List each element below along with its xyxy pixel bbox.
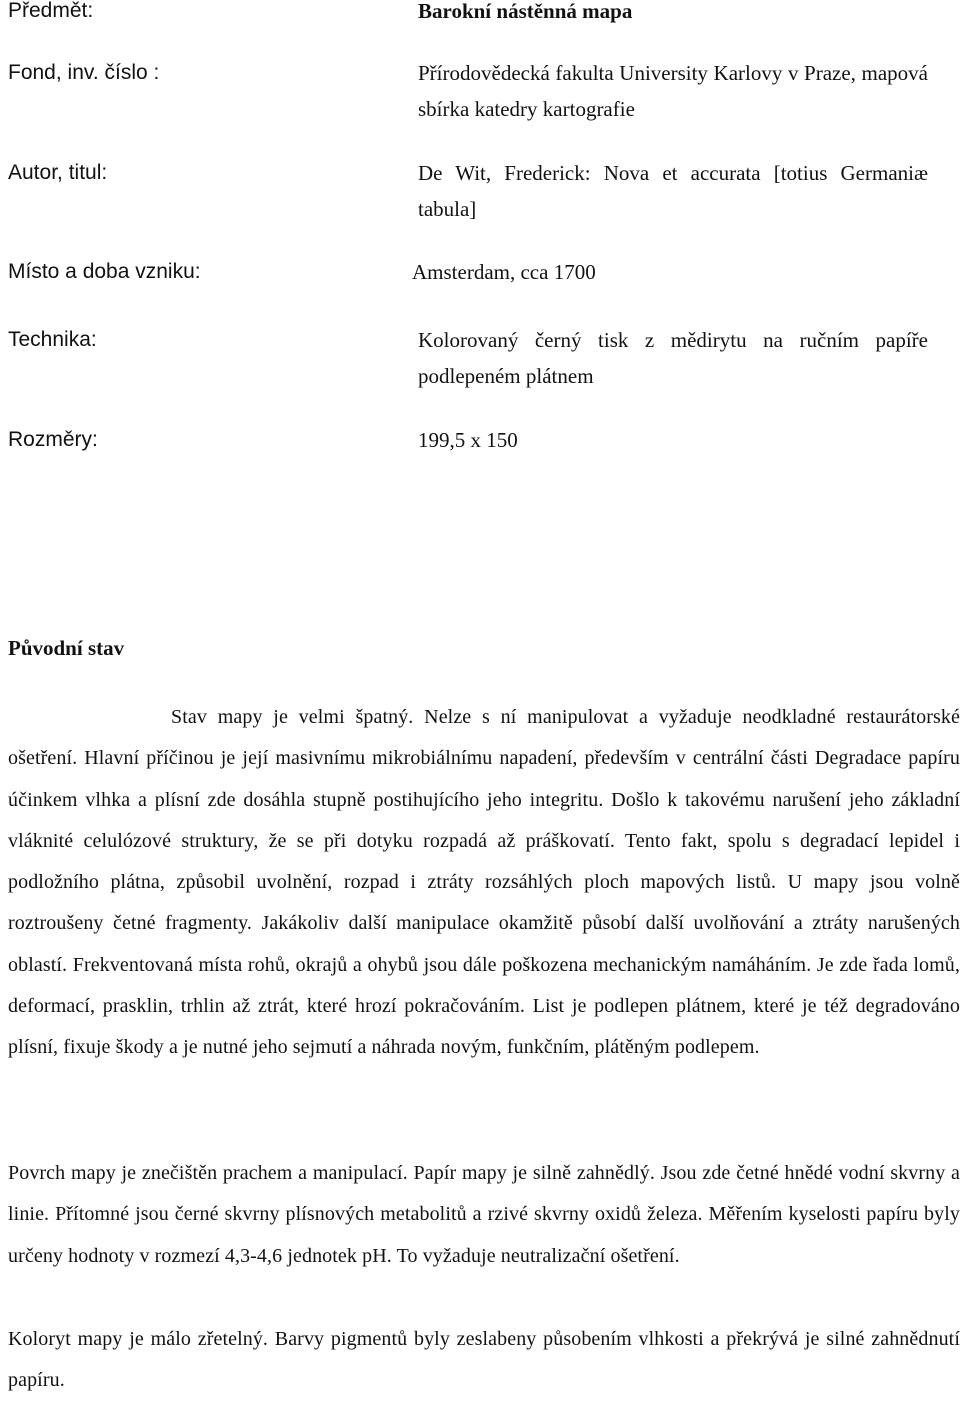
condition-paragraph: Povrch mapy je znečištěn prachem a manipulací. Papír mapy je silně zahnědlý. Jsou zde četné hnědé vodní skvrny a linie. Přítomné jsou černé skvrny plísnových metabolitů a rzivé skvrny oxidů železa. Měřením kyselosti papíru byly určeny hodnoty v rozmezí 4,3-4,6 jednotek pH. To vyžaduje neutralizační ošetření.	[8, 1162, 960, 1267]
section-heading-original-condition: Původní stav	[8, 636, 125, 660]
collection-label: Fond, inv. číslo :	[8, 61, 160, 84]
dimensions-label: Rozměry:	[8, 428, 98, 451]
collection-value: Přírodovědecká fakulta University Karlovy v Praze, mapová sbírka katedry kartografie	[418, 61, 928, 121]
author-value: De Wit, Frederick: Nova et accurata [totius Germaniæ tabula]	[418, 161, 928, 221]
technique-label: Technika:	[8, 328, 97, 351]
place-value: Amsterdam, cca 1700	[412, 260, 596, 284]
technique-value: Kolorovaný černý tisk z mědirytu na ručním papíře podlepeném plátnem	[418, 328, 928, 388]
subject-value: Barokní nástěnná mapa	[418, 0, 633, 23]
condition-paragraph: Stav mapy je velmi špatný. Nelze s ní manipulovat a vyžaduje neodkladné restaurátorské ošetření. Hlavní příčinou je její masivnímu mikrobiálnímu napadení, především v centrální části Degradace papíru účinkem vlhka a plísní zde dosáhla stupně postihujícího jeho integritu. Došlo k takovému narušení jeho základní vláknité celulózové struktury, že se při dotyku rozpadá až práškovatí. Tento fakt, spolu s degradací lepidel i podložního plátna, způsobil uvolnění, rozpad i ztráty rozsáhlých ploch mapových listů. U mapy jsou volně roztroušeny četné fragmenty. Jakákoliv další manipulace okamžitě působí další uvolňování a ztráty narušených oblastí. Frekventovaná místa rohů, okrajů a ohybů jsou dále poškozena mechanickým namáháním. Je zde řada lomů, deformací, prasklin, trhlin až ztrát, které hrozí pokračováním. List je podlepen plátnem, které je též degradováno plísní, fixuje škody a je nutné jeho sejmutí a náhrada novým, funkčním, plátěným podlepem.	[8, 706, 960, 1059]
subject-label: Předmět:	[8, 0, 94, 22]
place-label: Místo a doba vzniku:	[8, 260, 201, 283]
author-label: Autor, titul:	[8, 161, 108, 184]
condition-paragraph: Koloryt mapy je málo zřetelný. Barvy pigmentů byly zeslabeny působením vlhkosti a překrývá je silné zahnědnutí papíru.	[8, 1328, 960, 1392]
dimensions-value: 199,5 x 150	[418, 428, 518, 452]
